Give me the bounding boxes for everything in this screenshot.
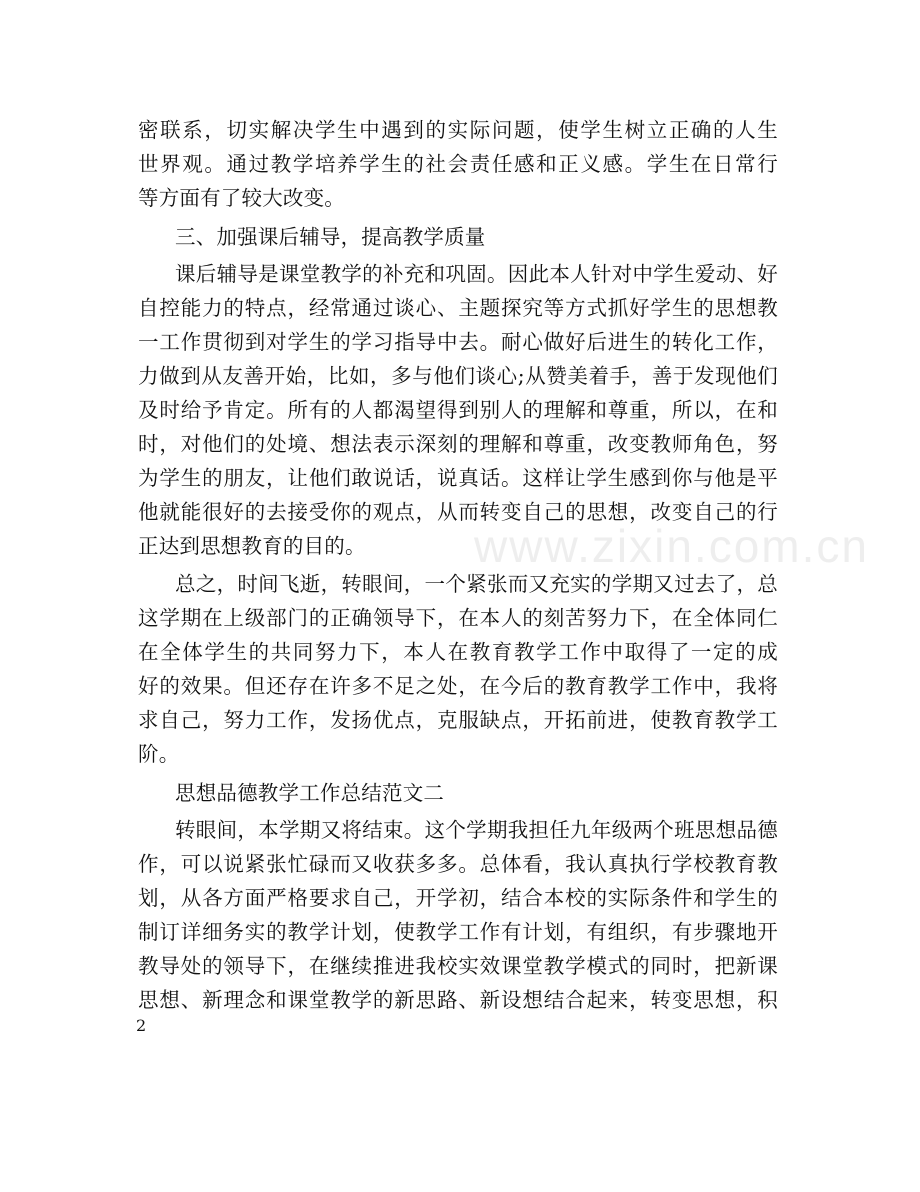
text-line: 划，从各方面严格要求自己，开学初，结合本校的实际条件和学生的 bbox=[138, 886, 778, 910]
text-line: 及时给予肯定。所有的人都渴望得到别人的理解和尊重，所以，在和 bbox=[138, 398, 778, 422]
text-line: 等方面有了较大改变。 bbox=[138, 186, 345, 210]
text-line: 制订详细务实的教学计划，使教学工作有计划，有组织，有步骤地开 bbox=[138, 920, 778, 944]
section-heading: 三、加强课后辅导，提高教学质量 bbox=[175, 225, 486, 249]
text-line: 密联系，切实解决学生中遇到的实际问题，使学生树立正确的人生 bbox=[138, 118, 778, 142]
text-line: 课后辅导是课堂教学的补充和巩固。因此本人针对中学生爱动、好 bbox=[175, 262, 778, 286]
section-heading: 思想品德教学工作总结范文二 bbox=[175, 781, 445, 805]
text-line: 教导处的领导下，在继续推进我校实效课堂教学模式的同时，把新课 bbox=[138, 954, 778, 978]
text-line: 这学期在上级部门的正确领导下，在本人的刻苦努力下，在全体同仁 bbox=[138, 606, 778, 630]
text-line: 正达到思想教育的目的。 bbox=[138, 534, 366, 558]
text-line: 求自己，努力工作，发扬优点，克服缺点，开拓前进，使教育教学工 bbox=[138, 708, 778, 732]
text-line: 在全体学生的共同努力下，本人在教育教学工作中取得了一定的成 bbox=[138, 640, 778, 664]
text-line: 时，对他们的处境、想法表示深刻的理解和尊重，改变教师角色，努 bbox=[138, 432, 778, 456]
text-line: 力做到从友善开始，比如，多与他们谈心;从赞美着手，善于发现他们 bbox=[138, 364, 778, 388]
text-line: 世界观。通过教学培养学生的社会责任感和正义感。学生在日常行 bbox=[138, 152, 778, 176]
text-line: 好的效果。但还存在许多不足之处，在今后的教育教学工作中，我将 bbox=[138, 674, 778, 698]
text-line: 作，可以说紧张忙碌而又收获多多。总体看，我认真执行学校教育教 bbox=[138, 852, 778, 876]
text-line: 转眼间，本学期又将结束。这个学期我担任九年级两个班思想品德 bbox=[175, 818, 778, 842]
page-number: 2 bbox=[136, 1016, 147, 1035]
text-line: 为学生的朋友，让他们敢说话，说真话。这样让学生感到你与他是平 bbox=[138, 466, 778, 490]
text-line: 一工作贯彻到对学生的学习指导中去。耐心做好后进生的转化工作， bbox=[138, 330, 778, 354]
text-line: 总之，时间飞逝，转眼间，一个紧张而又充实的学期又过去了，总 bbox=[175, 572, 778, 596]
text-line: 自控能力的特点，经常通过谈心、主题探究等方式抓好学生的思想教 bbox=[138, 296, 778, 320]
watermark: www.zixin.com.cn bbox=[474, 520, 869, 572]
text-line: 思想、新理念和课堂教学的新思路、新设想结合起来，转变思想，积 bbox=[138, 988, 778, 1012]
text-line: 他就能很好的去接受你的观点，从而转变自己的思想，改变自己的行 bbox=[138, 500, 778, 524]
text-line: 阶。 bbox=[138, 742, 180, 766]
